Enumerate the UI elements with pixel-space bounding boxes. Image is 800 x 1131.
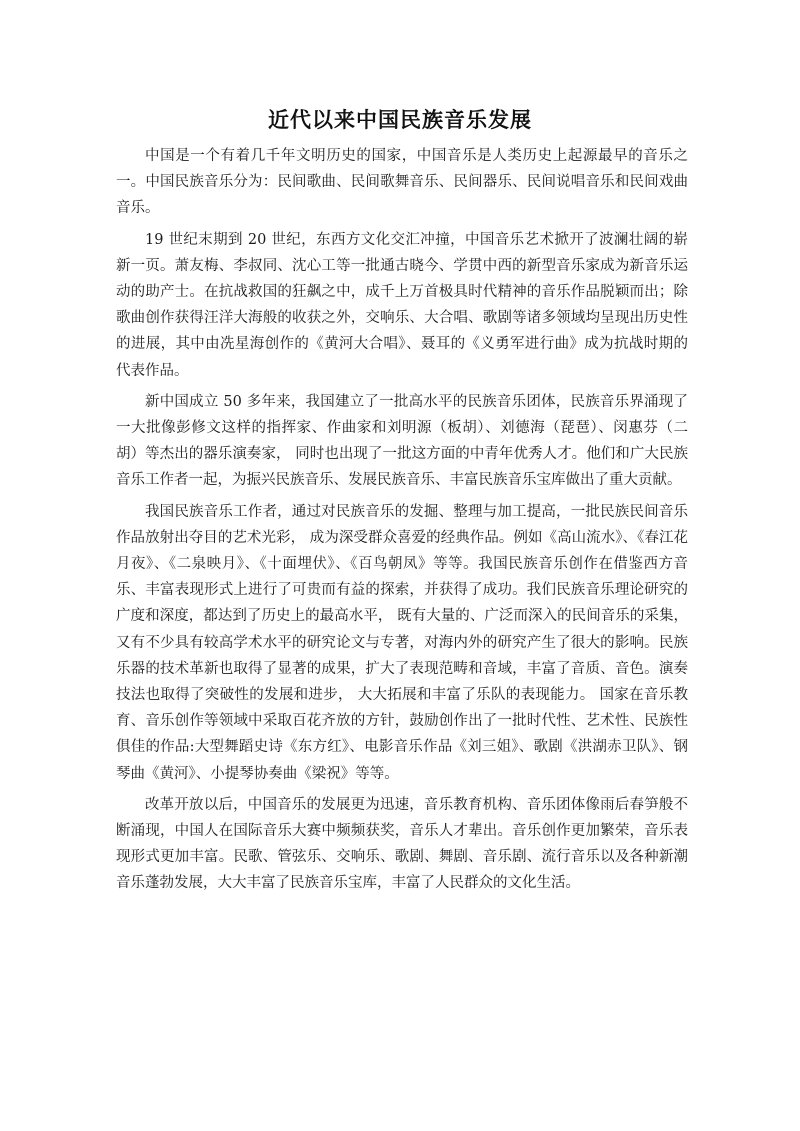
paragraph-achievements: 我国民族音乐工作者，通过对民族音乐的发掘、整理与加工提高，一批民族民间音乐作品放射出夺目的艺术光彩， 成为深受群众喜爱的经典作品。例如《高山流水》、《春江花月夜》、《二泉映月》、《十面埋伏》、《百鸟朝凤》等等。我国民族音乐创作在借鉴西方音乐、丰富表现形式上进行了可贵而有益的探索，并获得了成功。我们民族音乐理论研究的广度和深度，都达到了历史上的最高水平， 既有大量的、广泛而深入的民间音乐的采集，又有不少具有较高学术水平的研究论文与专著，对海内外的研究产生了很大的影响。民族乐器的技术革新也取得了显著的成果，扩大了表现范畴和音域，丰富了音质、音色。演奏技法也取得了突破性的发展和进步， 大大拓展和丰富了乐队的表现能力。 国家在音乐教育、音乐创作等领域中采取百花齐放的方针，鼓励创作出了一批时代性、艺术性、民族性俱佳的作品:大型舞蹈史诗《东方红》、电影音乐作品《刘三姐》、歌剧《洪湖赤卫队》、钢琴曲《黄河》、小提琴协奏曲《梁祝》等等。: [116, 503, 688, 782]
document-body: [116, 143, 688, 902]
document-title: 近代以来中国民族音乐发展: [268, 108, 532, 132]
paragraph-new-china: 新中国成立 50 多年来，我国建立了一批高水平的民族音乐团体，民族音乐界涌现了一大批像彭修文这样的指挥家、作曲家和刘明源（板胡）、刘德海（琵琶）、闵惠芬（二胡）等杰出的器乐演奏家， 同时也出现了一批这方面的中青年优秀人才。他们和广大民族音乐工作者一起，为振兴民族音乐、发展民族音乐、丰富民族音乐宝库做出了重大贡献。: [116, 393, 688, 489]
paragraph-modern-era: 19 世纪末期到 20 世纪，东西方文化交汇冲撞，中国音乐艺术掀开了波澜壮阔的崭新一页。萧友梅、李叔同、沈心工等一批通古晓今、学贯中西的新型音乐家成为新音乐运动的助产士。在抗战救国的狂飙之中，成千上万首极具时代精神的音乐作品脱颖而出；除歌曲创作获得汪洋大海般的收获之外，交响乐、大合唱、歌剧等诸多领域均呈现出历史性的进展，其中由冼星海创作的《黄河大合唱》、聂耳的《义勇军进行曲》成为抗战时期的代表作品。: [116, 231, 688, 379]
paragraph-intro: 中国是一个有着几千年文明历史的国家，中国音乐是人类历史上起源最早的音乐之一。中国民族音乐分为：民间歌曲、民间歌舞音乐、民间器乐、民间说唱音乐和民间戏曲音乐。: [116, 148, 688, 217]
paragraph-reform-era: 改革开放以后，中国音乐的发展更为迅速，音乐教育机构、音乐团体像雨后春笋般不断涌现，中国人在国际音乐大赛中频频获奖，音乐人才辈出。音乐创作更加繁荣，音乐表现形式更加丰富。民歌、管弦乐、交响乐、歌剧、舞剧、音乐剧、流行音乐以及各种新潮音乐蓬勃发展，大大丰富了民族音乐宝库，丰富了人民群众的文化生活。: [116, 796, 688, 892]
